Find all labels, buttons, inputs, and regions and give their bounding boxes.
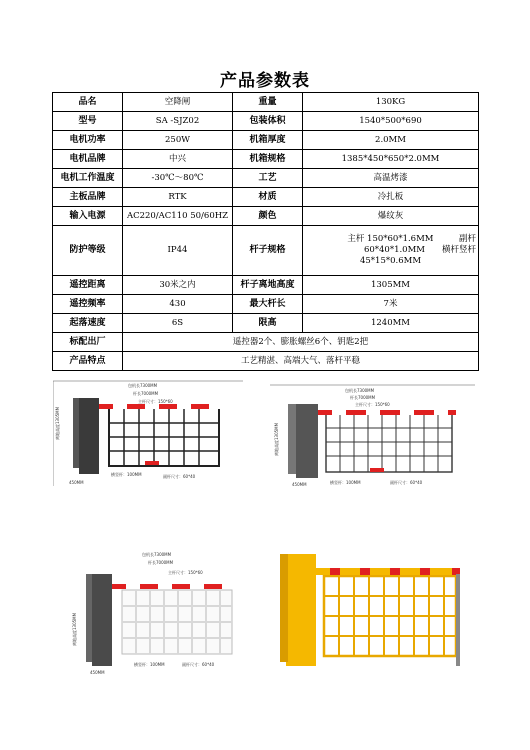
table-row xyxy=(53,276,479,295)
param-value: 工艺精湛、高端大气、落杆平稳 xyxy=(123,352,479,371)
table-row xyxy=(53,150,479,169)
table-row xyxy=(53,352,479,371)
param-label: 遥控距离 xyxy=(53,276,123,295)
drawing1-total-length: 包机长7300MM xyxy=(128,383,158,388)
param-value: 空降闸 xyxy=(123,93,233,112)
drawing1-sub: 副杆尺寸：60*40 xyxy=(163,474,196,479)
param-value: 1240MM xyxy=(303,314,479,333)
table-row xyxy=(53,169,479,188)
pole-spec-line: 45*15*0.6MM xyxy=(359,256,422,266)
param-value: 430 xyxy=(123,295,233,314)
drawing1-gap: 横竖杆：100MM xyxy=(111,472,142,477)
page-title: 产品参数表 xyxy=(220,71,310,91)
table-row xyxy=(53,207,479,226)
drawing3-gap: 横竖杆：100MM xyxy=(134,662,165,667)
pole-spec-line: 60*40*1.0MM 横杆竖杆 xyxy=(363,245,476,255)
param-value: 6S xyxy=(123,314,233,333)
param-label: 电机品牌 xyxy=(53,150,123,169)
param-label: 重量 xyxy=(233,93,303,112)
param-label: 品名 xyxy=(53,93,123,112)
param-value: 1540*500*690 xyxy=(303,112,479,131)
drawing2-gap: 横竖杆：100MM xyxy=(330,480,361,485)
param-value: 中兴 xyxy=(123,150,233,169)
param-label: 防护等级 xyxy=(53,226,123,276)
param-label: 机箱规格 xyxy=(233,150,303,169)
param-label: 输入电源 xyxy=(53,207,123,226)
param-value: 30米之内 xyxy=(123,276,233,295)
param-value: IP44 xyxy=(123,226,233,276)
param-label: 工艺 xyxy=(233,169,303,188)
drawing2-main-pole: 主杆尺寸：150*60 xyxy=(355,402,390,407)
param-value xyxy=(303,226,479,276)
param-value: 7米 xyxy=(303,295,479,314)
drawing2-pole-length: 杆长7000MM xyxy=(350,395,376,400)
drawing3-total-length: 包机长7300MM xyxy=(142,552,172,557)
drawing3-height: 离地高度1305MM xyxy=(72,612,77,646)
drawing1-pole-length: 杆长7000MM xyxy=(133,391,159,396)
param-label: 杆子离地高度 xyxy=(233,276,303,295)
table-row xyxy=(53,188,479,207)
drawing1-main-pole: 主杆尺寸：150*60 xyxy=(138,399,173,404)
table-row xyxy=(53,131,479,150)
param-value: -30℃～80℃ xyxy=(123,169,233,188)
param-label: 包装体积 xyxy=(233,112,303,131)
param-label: 杆子规格 xyxy=(233,226,303,276)
param-label: 颜色 xyxy=(233,207,303,226)
param-value: RTK xyxy=(123,188,233,207)
param-value: 250W xyxy=(123,131,233,150)
param-value: 爆纹灰 xyxy=(303,207,479,226)
pole-spec-line: 主杆 150*60*1.6MM 副杆 xyxy=(347,234,476,244)
param-label: 型号 xyxy=(53,112,123,131)
drawing-gate-lineart-right xyxy=(270,382,475,492)
drawing1-height: 离地高度1305MM xyxy=(55,406,60,440)
param-value: 高温烤漆 xyxy=(303,169,479,188)
param-label: 遥控频率 xyxy=(53,295,123,314)
param-value: SA -SJZ02 xyxy=(123,112,233,131)
drawing3-main-pole: 主杆尺寸：150*60 xyxy=(168,570,203,575)
param-label: 限高 xyxy=(233,314,303,333)
drawing2-total-length: 包机长7300MM xyxy=(345,388,375,393)
param-value: 冷扎板 xyxy=(303,188,479,207)
drawing-white-gate-dimensions xyxy=(72,550,252,678)
table-row xyxy=(53,112,479,131)
table-row xyxy=(53,295,479,314)
drawing2-sub: 副杆尺寸：60*40 xyxy=(390,480,423,485)
param-value: 2.0MM xyxy=(303,131,479,150)
table-row xyxy=(53,93,479,112)
param-label: 起落速度 xyxy=(53,314,123,333)
table-row xyxy=(53,333,479,352)
drawing2-height: 离地高度1305MM xyxy=(274,422,279,456)
table-row xyxy=(53,314,479,333)
param-label: 最大杆长 xyxy=(233,295,303,314)
param-label: 产品特点 xyxy=(53,352,123,371)
param-value: 1305MM xyxy=(303,276,479,295)
drawing1-base: 450MM xyxy=(69,480,84,485)
drawing2-base: 450MM xyxy=(292,482,307,487)
param-value: AC220/AC110 50/60HZ xyxy=(123,207,233,226)
param-value: 130KG xyxy=(303,93,479,112)
drawing3-pole-length: 杆长7000MM xyxy=(148,560,174,565)
table-row xyxy=(53,226,479,276)
photo-yellow-gate xyxy=(280,550,470,670)
param-value: 1385*450*650*2.0MM xyxy=(303,150,479,169)
param-label: 电机功率 xyxy=(53,131,123,150)
drawing3-sub: 副杆尺寸：60*40 xyxy=(182,662,215,667)
parameter-table xyxy=(52,92,479,371)
param-label: 材质 xyxy=(233,188,303,207)
param-value: 遥控器2个、膨胀螺丝6个、钥匙2把 xyxy=(123,333,479,352)
drawing-dark-gate-dimensions xyxy=(53,378,243,486)
param-label: 标配出厂 xyxy=(53,333,123,352)
param-label: 电机工作温度 xyxy=(53,169,123,188)
param-label: 主板品牌 xyxy=(53,188,123,207)
drawing3-base: 450MM xyxy=(90,670,105,675)
param-label: 机箱厚度 xyxy=(233,131,303,150)
